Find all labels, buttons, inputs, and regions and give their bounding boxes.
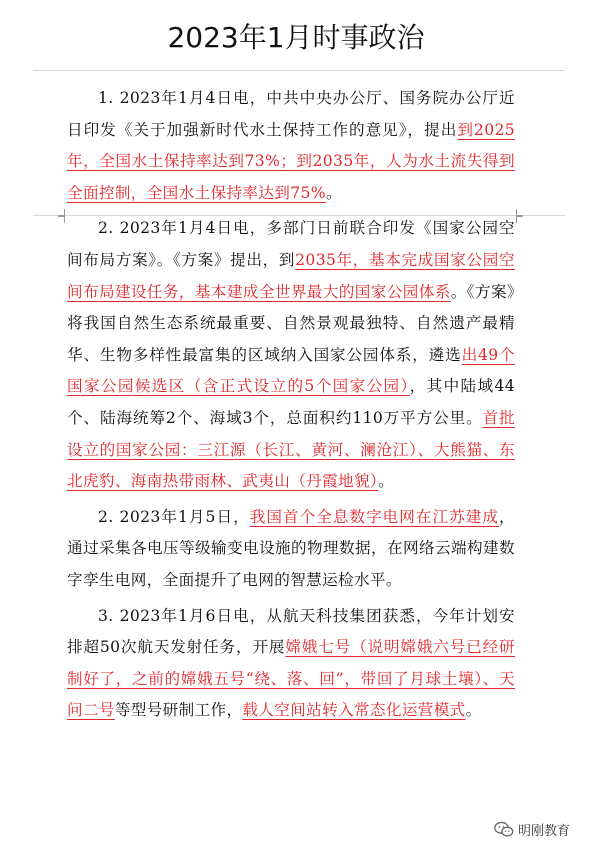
page-corner-mark: [516, 209, 523, 216]
key-point-highlight: 我国首个全息数字电网在江苏建成: [249, 507, 500, 526]
text-segment: 。: [378, 472, 395, 491]
text-segment: 1. 2023年1月4日电，中共中央办公厅、国务院办公厅近日印发《关于加强新时代水土保持工作的意见》，提出: [67, 89, 515, 139]
news-item-4: [67, 601, 515, 727]
page-corner-mark: [516, 216, 523, 223]
text-segment: 等型号研制工作，: [114, 701, 243, 720]
text-segment: 。《方案》将我国自然生态系统最重要、自然景观最独特、自然遗产最精华、生物多样性最富集的区域纳入国家公园体系，遴选: [67, 282, 515, 364]
key-point-highlight: 2035年，基本完成国家公园空间布局建设任务，基本建成全世界最大的国家公园体系: [67, 250, 515, 301]
news-item-3: [67, 502, 515, 597]
page-corner-mark: [58, 209, 65, 216]
key-point-highlight: 首批设立的国家公园：三江源（长江、黄河、澜沧江）、大熊猫、东北虎豹、海南热带雨林、武夷山（丹霞地貌）: [67, 408, 516, 491]
text-segment: 2. 2023年1月5日，: [98, 507, 250, 526]
text-segment: 2. 2023年1月4日电，多部门日前联合印发《国家公园空间布局方案》。《方案》提出，到: [67, 219, 515, 269]
text-segment: 。: [325, 183, 342, 202]
key-point-highlight: 嫦娥七号（说明嫦娥六号已经研制好了，之前的嫦娥五号“绕、落、回”，带回了月球土壤）、天问二号: [67, 638, 515, 720]
text-segment: ，通过采集各电压等级输变电设施的物理数据，在网络云端构建数字孪生电网，全面提升了电网的智慧运检水平。: [67, 507, 515, 589]
wechat-icon: [494, 821, 514, 838]
key-point-highlight: 到2025年，全国水土保持率达到73%；到2035年，人为水土流失得到全面控制，全国水土保持率达到75%: [67, 120, 516, 202]
page-corner-mark: [58, 216, 65, 223]
news-item-2: [67, 213, 515, 497]
watermark-text: 明刚教育: [517, 824, 570, 839]
key-point-highlight: 出49个国家公园候选区（含正式设立的5个国家公园）: [67, 345, 516, 396]
watermark: [494, 820, 570, 839]
key-point-highlight: 载人空间站转入常态化运营模式: [242, 701, 466, 720]
document-body[interactable]: [67, 83, 515, 731]
text-segment: 3. 2023年1月6日电，从航天科技集团获悉，今年计划安排超50次航天发射任务，开展: [67, 606, 515, 657]
text-segment: ，其中陆域44个、陆海统筹2个、海域3个，总面积约110万平方公里。: [67, 377, 515, 427]
news-item-1: [67, 83, 515, 209]
page-title: 2023年1月时事政治: [167, 21, 425, 54]
text-segment: 。: [465, 701, 482, 720]
page-boundary-line: [33, 70, 565, 71]
